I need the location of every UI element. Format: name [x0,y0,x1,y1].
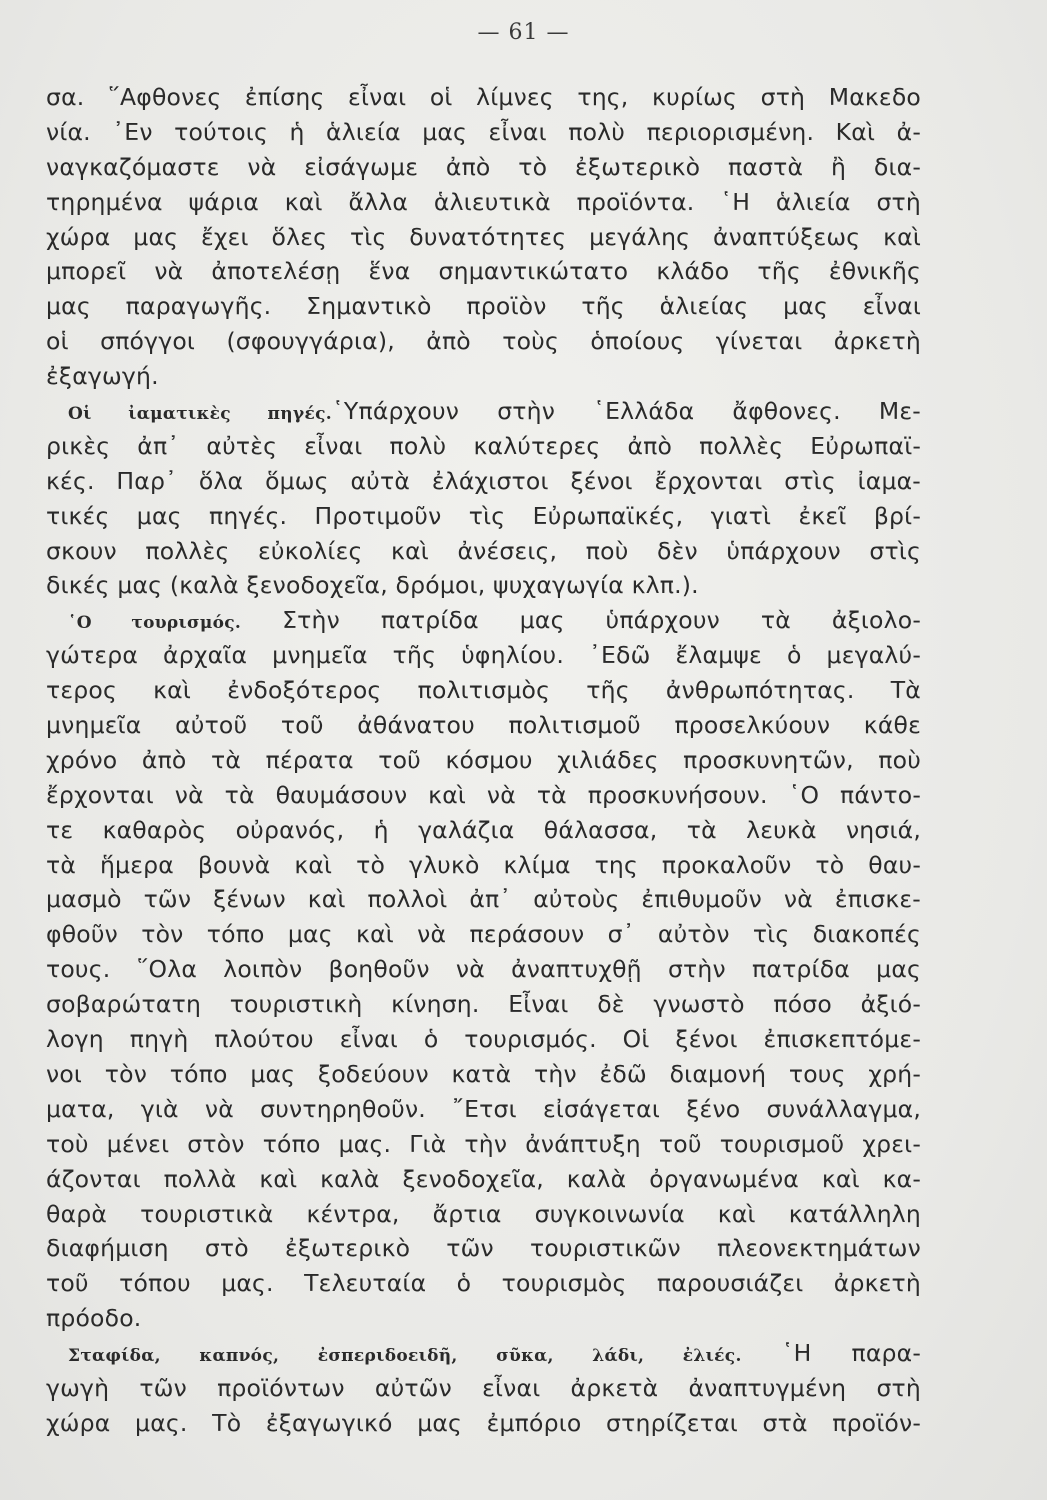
text-line: τικές μας πηγές. Προτιμοῦν τὶς Εὐρωπαϊκές, γιατὶ ἐκεῖ βρί- [46,501,921,530]
text-line: τερος καὶ ἐνδοξότερος πολιτισμὸς τῆς ἀνθρωπότητας. Τὰ [46,676,921,705]
text-line: μασμὸ τῶν ξένων καὶ πολλοὶ ἀπ᾿ αὐτοὺς ἐπιθυμοῦν νὰ ἐπισκε- [46,885,921,914]
text-line: χώρα μας ἔχει ὅλες τὶς δυνατότητες μεγάλης ἀναπτύξεως καὶ [46,222,921,251]
section-heading-agricultural-products: Σταφίδα, καπνός, ἐσπεριδοειδῆ, σῦκα, λάδι, ἐλιές. [68,1346,742,1367]
text-line: χώρα μας. Τὸ ἐξαγωγικό μας ἐμπόριο στηρίζεται στὰ προϊόν- [46,1408,921,1437]
text-line: διαφήμιση στὸ ἐξωτερικὸ τῶν τουριστικῶν πλεονεκτημάτων [46,1234,921,1263]
text-line: θαρὰ τουριστικὰ κέντρα, ἄρτια συγκοινωνία καὶ κατάλληλη [46,1199,921,1228]
text-line: τηρημένα ψάρια καὶ ἄλλα ἁλιευτικὰ προϊόντα. ῾Η ἁλιεία στὴ [46,187,921,216]
text-line: γωγὴ τῶν προϊόντων αὐτῶν εἶναι ἀρκετὰ ἀναπτυγμένη στὴ [46,1373,921,1402]
text-line: μπορεῖ νὰ ἀποτελέσῃ ἕνα σημαντικώτατο κλάδο τῆς ἐθνικῆς [46,257,921,286]
text-line: γώτερα ἀρχαῖα μνημεῖα τῆς ὑφηλίου. ᾿Εδῶ ἔλαμψε ὁ μεγαλύ- [46,641,921,670]
text-line: ἔρχονται νὰ τὰ θαυμάσουν καὶ νὰ τὰ προσκυνήσουν. ῾Ο πάντο- [46,780,921,809]
page-number: — 61 — [477,20,570,45]
text-line: νοι τὸν τόπο μας ξοδεύουν κατὰ τὴν ἐδῶ διαμονή τους χρή- [46,1059,921,1088]
text-line-rest: Στὴν πατρίδα μας ὑπάρχουν τὰ ἀξιολο- [282,606,922,635]
text-line: ναγκαζόμαστε νὰ εἰσάγωμε ἀπὸ τὸ ἐξωτερικὸ παστὰ ἢ δια- [46,152,921,181]
paragraph-fishing [46,80,921,394]
text-line: ρικὲς ἀπ᾿ αὐτὲς εἶναι πολὺ καλύτερες ἀπὸ πολλὲς Εὐρωπαϊ- [46,431,921,460]
text-line: μνημεῖα αὐτοῦ τοῦ ἀθάνατου πολιτισμοῦ προσελκύουν κάθε [46,711,921,740]
text-line: νία. ᾿Εν τούτοις ἡ ἁλιεία μας εἶναι πολὺ περιορισμένη. Καὶ ἀ- [46,117,921,146]
section-heading-tourism: ῾Ο τουρισμός. [68,613,242,634]
text-line: κές. Παρ᾿ ὅλα ὅμως αὐτὰ ἐλάχιστοι ξένοι ἔρχονται στὶς ἰαμα- [46,466,921,495]
text-line: ματα, γιὰ νὰ συντηρηθοῦν. ῎Ετσι εἰσάγεται ξένο συνάλλαγμα, [46,1094,921,1123]
text-line [46,394,921,429]
text-line: οἱ σπόγγοι (σφουγγάρια), ἀπὸ τοὺς ὁποίους γίνεται ἀρκετὴ [46,327,921,356]
text-line [46,603,921,638]
text-line: τὰ ἥμερα βουνὰ καὶ τὸ γλυκὸ κλίμα της προκαλοῦν τὸ θαυ- [46,850,921,879]
text-line: τε καθαρὸς οὐρανός, ἡ γαλάζια θάλασσα, τὰ λευκὰ νησιά, [46,815,921,844]
text-line: δικές μας (καλὰ ξενοδοχεῖα, δρόμοι, ψυχαγωγία κλπ.). [46,571,699,600]
paragraph-tourism [46,603,921,1336]
text-line: τοὺ μένει στὸν τόπο μας. Γιὰ τὴν ἀνάπτυξη τοῦ τουρισμοῦ χρει- [46,1129,921,1158]
text-line-rest: ῾Η παρα- [781,1339,921,1368]
text-line: τοῦ τόπου μας. Τελευταία ὁ τουρισμὸς παρουσιάζει ἀρκετὴ [46,1269,921,1298]
text-line: μας παραγωγῆς. Σημαντικὸ προϊὸν τῆς ἁλιείας μας εἶναι [46,292,921,321]
text-line: τους. ῞Ολα λοιπὸν βοηθοῦν νὰ ἀναπτυχθῇ στὴν πατρίδα μας [46,955,921,984]
text-line: φθοῦν τὸν τόπο μας καὶ νὰ περάσουν σ᾿ αὐτὸν τὶς διακοπές [46,920,921,949]
paragraph-thermal-springs [46,394,921,603]
text-line: χρόνο ἀπὸ τὰ πέρατα τοῦ κόσμου χιλιάδες προσκυνητῶν, ποὺ [46,745,921,774]
paragraph-agricultural-products [46,1336,921,1441]
text-line-rest: ῾Υπάρχουν στὴν ῾Ελλάδα ἄφθονες. Με- [331,397,921,426]
text-line: ἐξαγωγή. [46,362,159,391]
text-line: άζονται πολλὰ καὶ καλὰ ξενοδοχεῖα, καλὰ ὀργανωμένα καὶ κα- [46,1164,921,1193]
text-line: σκουν πολλὲς εὐκολίες καὶ ἀνέσεις, ποὺ δὲν ὑπάρχουν στὶς [46,536,921,565]
body-text [46,80,921,1441]
section-heading-thermal-springs: Οἱ ἰαματικὲς πηγές. [68,404,332,425]
text-line: πρόοδο. [46,1304,142,1333]
text-line: σα. ῞Αφθονες ἐπίσης εἶναι οἱ λίμνες της, κυρίως στὴ Μακεδο [46,83,921,111]
text-line: σοβαρώτατη τουριστικὴ κίνηση. Εἶναι δὲ γνωστὸ πόσο ἀξιό- [46,990,921,1019]
text-line: λογη πηγὴ πλούτου εἶναι ὁ τουρισμός. Οἱ ξένοι ἐπισκεπτόμε- [46,1025,921,1054]
text-line [46,1336,921,1371]
